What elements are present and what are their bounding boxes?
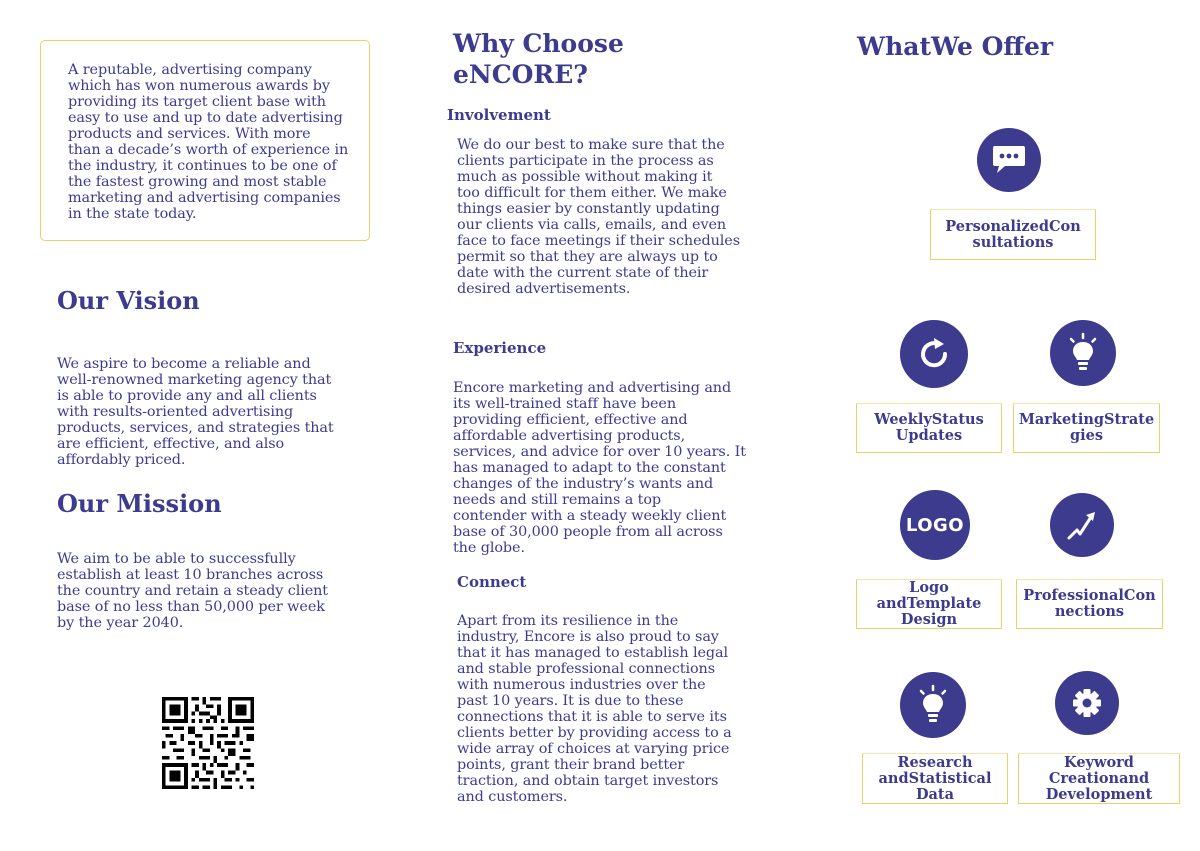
lightbulb-icon: [1050, 320, 1116, 386]
growth-arrow-icon: [1050, 493, 1114, 557]
gear-icon: [1055, 671, 1119, 735]
logo-icon: [900, 490, 970, 560]
service-label-keyword-creation: Keyword Creationand Development: [1018, 753, 1180, 804]
connect-text: Apart from its resilience in the industry, Encore is also proud to say that it has managed to establish legal and stable professional connections with numerous industries over the past 10 years. It is due to these connections that it is able to serve its clients better by providing access to a wide array of choices at varying price points, grant their brand better traction, and obtain target investors and customers.: [457, 613, 732, 805]
what-we-offer-title: WhatWe Offer: [857, 32, 1054, 61]
vision-title: Our Vision: [57, 286, 200, 315]
experience-title: Experience: [453, 339, 547, 357]
chat-bubble-icon: [977, 128, 1041, 192]
intro-text: A reputable, advertising company which has won numerous awards by providing its target client base with easy to use and up to date advertising products and services. With more than a decade’s worth of experience in the industry, it continues to be one of the fastest growing and most stable marketing and advertising companies in the state today.: [68, 62, 349, 222]
vision-text: We aspire to become a reliable and well-renowned marketing agency that is able to provide any and all clients with results-oriented advertising products, services, and strategies that are efficient, effective, and also affordably priced.: [57, 356, 334, 468]
why-choose-title: [453, 28, 624, 90]
idea-bulb-icon: [900, 672, 966, 738]
service-label-research-data: Research andStatistical Data: [862, 753, 1008, 804]
refresh-icon: [900, 320, 968, 388]
service-label-marketing-strategies: MarketingStrate gies: [1013, 403, 1160, 453]
mission-text: We aim to be able to successfully establish at least 10 branches across the country and retain a steady client base of no less than 50,000 per week by the year 2040.: [57, 551, 328, 631]
logo-icon-text: LOGO: [905, 514, 965, 536]
service-label-status-updates: WeeklyStatus Updates: [856, 403, 1002, 453]
connect-title: Connect: [457, 573, 527, 591]
qr-code: [162, 697, 254, 789]
service-label-consultations: PersonalizedCon sultations: [930, 209, 1096, 260]
experience-text: Encore marketing and advertising and its well-trained staff have been providing efficient, effective and affordable advertising products, services, and advice for over 10 years. It has managed to adapt to the constant changes of the industry’s wants and needs and still remains a top contender with a steady weekly client base of 30,000 people from all across the globe.: [453, 380, 746, 556]
involvement-title: Involvement: [447, 106, 551, 124]
why-choose-title-line2: eNCORE?: [453, 60, 588, 89]
service-label-professional-connections: ProfessionalCon nections: [1016, 579, 1163, 629]
involvement-text: We do our best to make sure that the clients participate in the process as much as possible without making it too difficult for them either. We make things easier by constantly updating our clients via calls, emails, and even face to face meetings if their schedules permit so that they are always up to date with the current state of their desired advertisements.: [457, 137, 740, 297]
service-label-logo-design: Logo andTemplate Design: [856, 579, 1002, 629]
mission-title: Our Mission: [57, 489, 222, 518]
why-choose-title-line1: Why Choose: [453, 29, 624, 58]
